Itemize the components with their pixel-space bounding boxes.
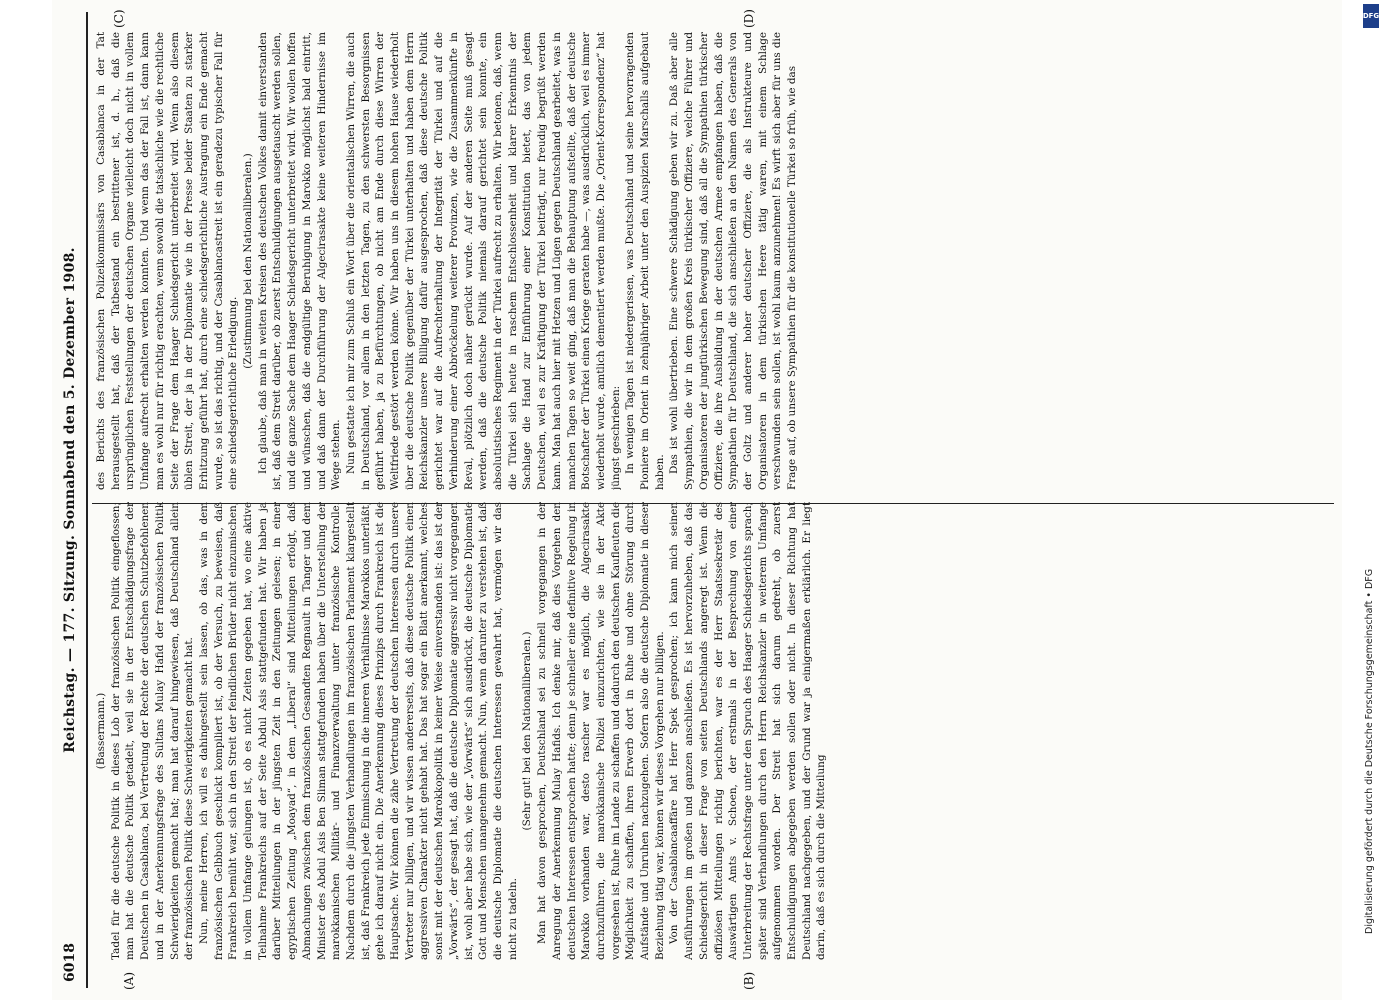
margin-marker-a: (A) [122,971,136,990]
column-divider [92,503,1334,504]
rotated-page [52,0,1342,1000]
paragraph: Man hat davon gesprochen, Deutschland sei zu schnell vorgegangen in der Anregung der Anerkennung Mulay Hafids. Ich denke mir, daß dies Vorgehen den deutschen Interessen entsprochen hatte; denn je schneller eine definitive Regelung in Marokko vorhanden war, desto rascher war es möglich, die Algecirasakte durchzuführen, die marokkanische Polizei einzurichten, wie sie in der Akte vorgesehen ist, Ruhe im Lande zu schaffen und dadurch den deutschen Kaufleuten die Möglichkeit zu schaffen, ihren Erwerb dort in Ruhe und ohne Störung durch Aufstände und Unruhen nachzugehen. Sofern also die deutsche Diplomatie in dieser Beziehung tätig war, können wir dieses Vorgehen nur billigen. [536,502,666,960]
paragraph: Nun gestatte ich mir zum Schluß ein Wort über die orientalischen Wirren, die auch in Deutschland, vor allem in den letzten Tagen, zu den schwersten Besorgnissen geführt haben, ja zu Befürchtungen, ob nicht am Ende durch diese Wirren der Weltfriede gestört werden könne. Wir haben uns in diesem hohen Hause wiederholt über die deutsche Politik gegenüber der Türkei unterhalten und haben dem Herrn Reichskanzler unsere Billigung dafür ausgesprochen, daß diese deutsche Politik gerichtet war auf die Aufrechterhaltung der Integrität der Türkei und auf die Verhinderung einer Abbröckelung weiterer Provinzen, wie die Zusammenkünfte in Reval, plötzlich doch näher gerückt wurde. Auf der anderen Seite muß gesagt werden, daß die deutsche Politik niemals darauf gerichtet sein konnte, ein absolutistisches Regiment in der Türkei aufrecht zu erhalten. Wir betonen, daß, wenn die Türkei sich heute in raschem Entschlossenheit und klarer Erkenntnis der Sachlage die Hand zur Einführung einer Konstitution bietet, das von jedem Deutschen, weil es zur Kräftigung der Türkei beiträgt, nur freudig begrüßt werden kann. Man hat auch hier mit Hetzen und Lügen gegen Deutschland gearbeitet, was in manchen Tagen so weit ging, daß man die Behauptung aufstellte, daß der deutsche Botschafter der Türkei einen Kriege geraten habe —, was ausdrücklich, weil es immer wiederholt wurde, amtlich dementiert werden mußte. Die „Orient-Korrespondenz“ hat jüngst geschrieben: [344,32,622,490]
paragraph: Das ist wohl übertrieben. Eine schwere Schädigung geben wir zu. Daß aber alle Sympathien, die wir in dem großen Kreis türkischer Offiziere, welche Führer und Organisatoren der jungtürkischen Bewegung sind, daß all die Sympathien türkischer Offiziere, die ihre Ausbildung in der deutschen Armee empfangen haben, daß die Sympathien für Deutschland, die sich anschließen an den Namen des Generals von der Goltz und anderer hoher deutscher Offiziere, die als Instrukteure und Organisatoren in dem türkischen Heere tätig waren, mit einem Schlage verschwunden sein sollen, ist wohl kaum anzunehmen! Es wirft sich aber für uns die Frage auf, ob unsere Sympathien für die konstitutionelle Türkei so früh, wie das [668,32,799,490]
page-header [56,18,84,982]
speaker-name: (Bassermann.) [95,692,107,770]
dfg-logo: DFG [1363,4,1379,28]
left-column [94,502,1334,960]
paragraph: Von der Casablancaaffäre hat Herr Spek gesprochen; ich kann mich seinen Ausführungen im großen und ganzen anschließen. Es ist hervorzuheben, daß das Schiedsgericht in dieser Frage von seiten Deutschlands angeregt ist. Wenn die offiziösen Mitteilungen richtig berichten, war es der Herr Staatssekretär des Auswärtigen Amts v. Schoen, der erstmals in der Besprechung von einer Unterbreitung der Rechtsfrage unter den Spruch des Haager Schiedsgerichts sprach; später sind Verhandlungen durch den Herrn Reichskanzler in weiterem Umfange aufgenommen worden. Der Streit hat sich darum gedreht, ob zuerst Entschuldigungen abgegeben werden sollen oder nicht. In dieser Richtung hat Deutschland nachgegeben, und der Grund war ja einigermaßen erklärlich. Er liegt darin, daß es sich durch die Mitteilung [668,502,828,960]
margin-marker-c: (C) [112,9,126,28]
page-number: 6018 [62,943,78,982]
quotation: In wenigen Tagen ist niedergerissen, was Deutschland und seine hervorragenden Pioniere im Orient in zehnjähriger Arbeit unter den Auspizien Marschalls aufgebaut haben. [624,32,666,490]
paragraph: Tadel für die deutsche Politik in dieses Lob der französischen Politik eingeflossen; man hat die deutsche Politik getadelt, weil sie in der Entschädigungsfrage der Deutschen in Casablanca, bei Vertretung der Rechte der deutschen Schutzbefohlenen und in der Anerkennungsfrage des Sultans Mulay Hafid der französischen Politik Schwierigkeiten gemacht hat; man hat darauf hingewiesen, daß Deutschland allein der französischen Politik diese Schwierigkeiten gemacht hat. [109,502,196,960]
margin-marker-b: (B) [742,971,756,990]
paragraph: Nun, meine Herren, ich will es dahingestellt sein lassen, ob das, was in dem französischen Gelbbuch geschickt kompiliert ist, ob der Versuch, zu beweisen, daß Frankreich bemüht war, sich in den Streit der feindlichen Brüder nicht einzumischen, in vollem Umfange gelungen ist, ob es nicht Zeiten gegeben hat, wo eine aktive Teilnahme Frankreichs auf der Seite Abdul Asis stattgefunden hat. Wir haben ja darüber Mitteilungen in der jüngsten Zeit in den Zeitungen gelesen; in einer egyptischen Zeitung „Moayad“, in dem „Liberal“ sind Mitteilungen erfolgt, daß Abmachungen zwischen dem französischen Gesandten Regnault in Tanger und dem Minister des Abdul Asis Ben Sliman stattgefunden haben über die Unterstellung der marokkanischen Militär- und Finanzverwaltung unter französische Kontrolle. Nachdem durch die jüngsten Verhandlungen im französischen Parlament klargestellt ist, daß Frankreich jede Einmischung in die inneren Verhältnisse Marokkos unterläßt, gehe ich darauf nicht ein. Die Anerkennung dieses Prinzips durch Frankreich ist die Hauptsache. Wir können die zähe Vertretung der deutschen Interessen durch unsere Vertreter nur billigen, und wir wissen andererseits, daß diese deutsche Politik einen aggressiven Charakter nicht gehabt hat. Das hat sogar ein Blatt anerkannt, welches sonst mit der deutschen Marokkopolitik in keiner Weise einverstanden ist: das ist der „Vorwärts“, der gesagt hat, daß die deutsche Diplomatie aggressiv nicht vorgegangen ist, wohl aber habe sich, wie der „Vorwärts“ sich ausdrückt, die deutsche Diplomatie Gott und Menschen unangenehm gemacht. Nun, wenn darunter zu verstehen ist, daß die deutsche Diplomatie die deutschen Interessen gewahrt hat, vermögen wir das nicht zu tadeln. [197,502,519,960]
margin-marker-d: (D) [742,9,756,28]
paragraph: Ich glaube, daß man in weiten Kreisen des deutschen Volkes damit einverstanden ist, daß dem Streit darüber, ob zuerst Entschuldigungen ausgetauscht werden sollen, und die ganze Sache dem Haager Schiedsgericht unterbreitet wird. Wir wollen hoffen und wünschen, daß die endgültige Beruhigung in Marokko möglichst bald eintritt, und daß dann der Durchführung der Algecirasakte keine weiteren Hindernisse im Wege stehen. [256,32,343,490]
credit-sidebar [1361,0,1383,1000]
right-column [94,32,1334,490]
header-rule [86,12,88,988]
funding-credit: Digitalisierung gefördert durch die Deutsche Forschungsgemeinschaft • DFG [1364,568,1375,934]
paragraph: des Berichts des französischen Polizeikommissärs von Casablanca in der Tat herausgestellt hat, daß der Tatbestand ein bestrittener ist, d. h., daß die ursprünglichen Feststellungen der deutschen Organe vielleicht doch nicht in vollem Umfange aufrecht erhalten werden konnten. Und wenn das der Fall ist, dann kann man es wohl nur für richtig erachten, wenn sowohl die tatsächliche wie die rechtliche Seite der Frage dem Haager Schiedsgericht unterbreitet wird. Wenn also diesem üblen Streit, der ja in der Diplomatie wie in der Presse beider Staaten zu starker Erhitzung geführt hat, durch eine schiedsgerichtliche Austragung ein Ende gemacht wurde, so ist das richtig, und der Casablancastreit ist ein geradezu typischer Fall für eine schiedsgerichtliche Erledigung. [95,32,240,490]
interjection: (Sehr gut! bei den Nationalliberalen.) [521,631,534,831]
page-title: Reichstag. — 177. Sitzung. Sonnabend den 5. Dezember 1908. [62,247,78,753]
interjection: (Zustimmung bei den Nationalliberalen.) [242,153,255,369]
